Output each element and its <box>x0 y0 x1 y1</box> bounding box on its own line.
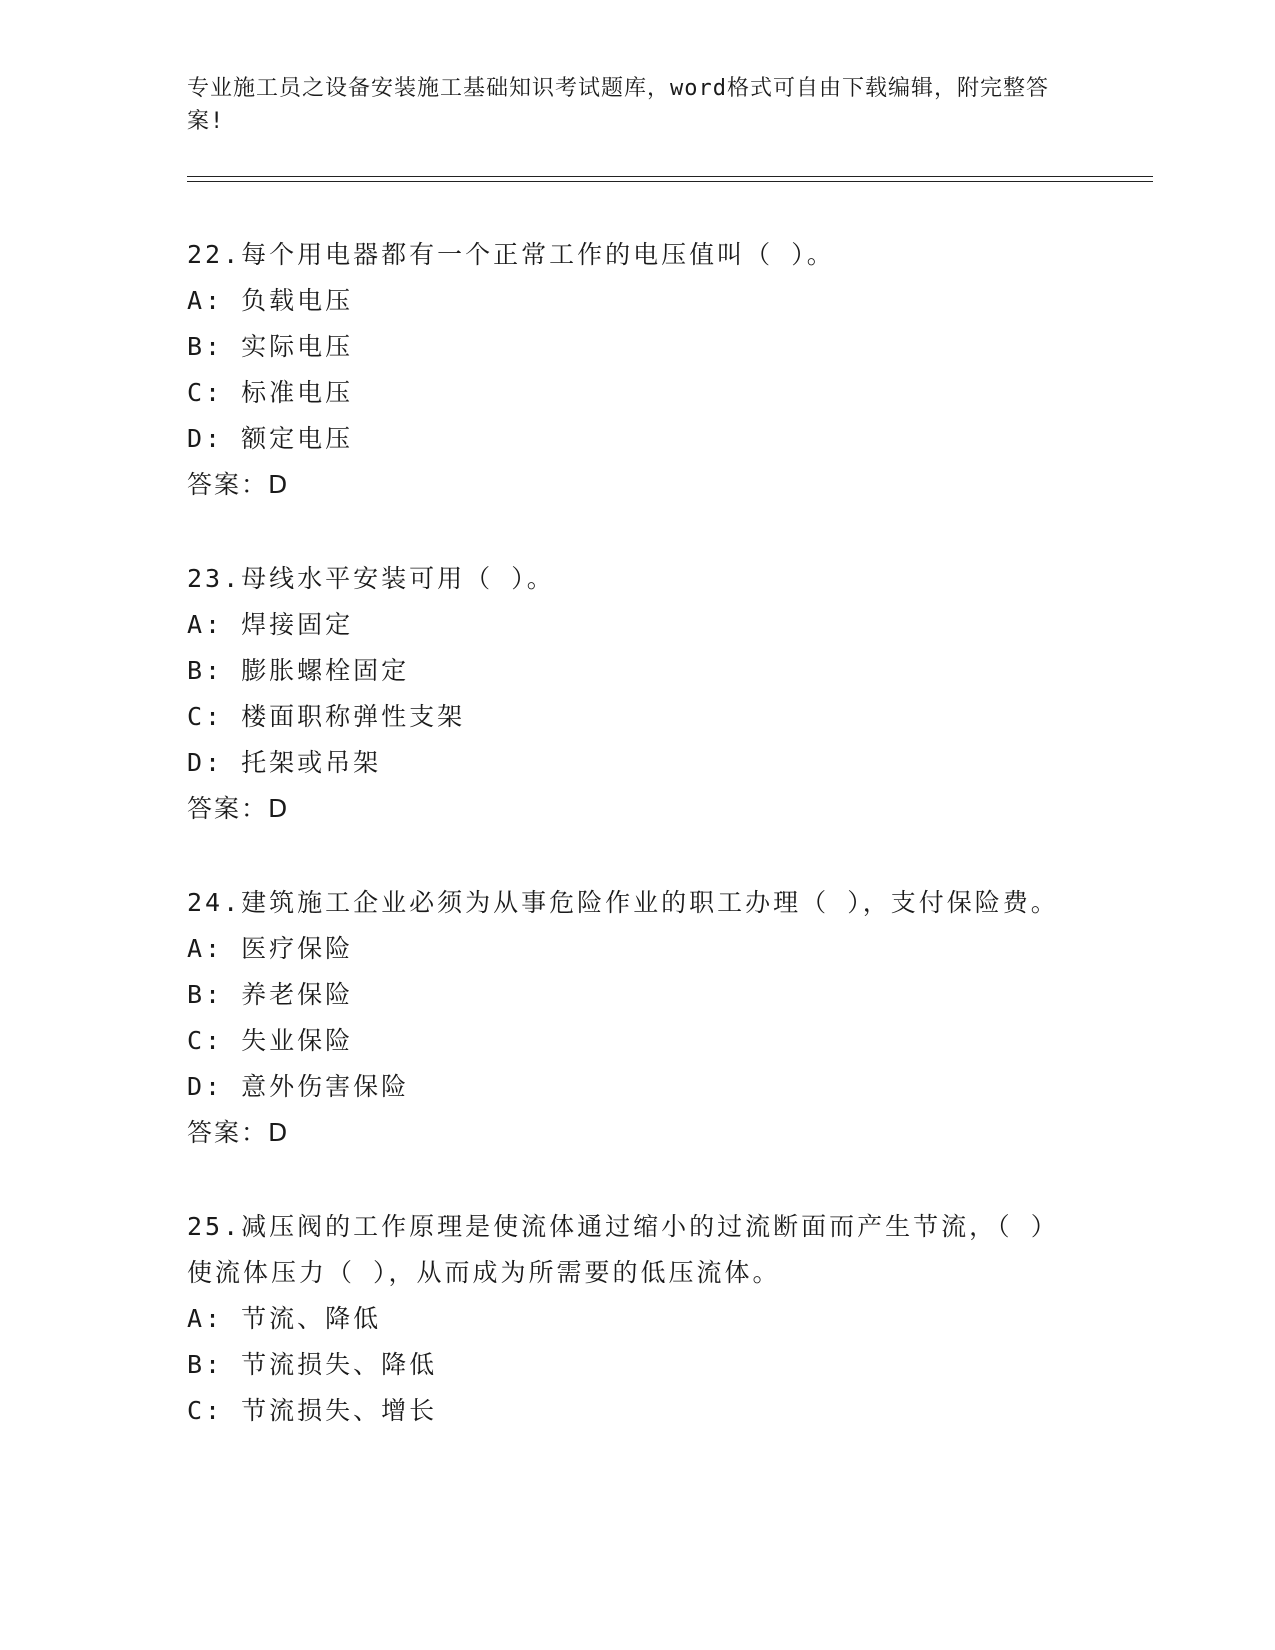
answer: 答案：D <box>187 1118 290 1147</box>
question-23 <box>187 556 1067 832</box>
answer: 答案：D <box>187 470 290 499</box>
option-c: C: 楼面职称弹性支架 <box>187 702 466 731</box>
question-22 <box>187 232 1067 508</box>
option-c: C: 节流损失、增长 <box>187 1396 438 1425</box>
option-a: A: 负载电压 <box>187 286 354 315</box>
header-divider-bottom <box>187 181 1153 182</box>
option-b: B: 膨胀螺栓固定 <box>187 656 410 685</box>
document-header: 专业施工员之设备安装施工基础知识考试题库，word格式可自由下载编辑，附完整答案! <box>187 76 1049 134</box>
question-stem: 23.母线水平安装可用（ ）。 <box>187 564 555 593</box>
option-d: D: 托架或吊架 <box>187 748 382 777</box>
option-a: A: 焊接固定 <box>187 610 354 639</box>
option-a: A: 节流、降低 <box>187 1304 382 1333</box>
header-divider-top <box>187 176 1153 177</box>
question-stem: 22.每个用电器都有一个正常工作的电压值叫（ ）。 <box>187 240 835 269</box>
option-d: D: 额定电压 <box>187 424 354 453</box>
option-b: B: 养老保险 <box>187 980 354 1009</box>
option-c: C: 标准电压 <box>187 378 354 407</box>
option-b: B: 实际电压 <box>187 332 354 361</box>
option-c: C: 失业保险 <box>187 1026 354 1055</box>
question-stem: 24.建筑施工企业必须为从事危险作业的职工办理（ ），支付保险费。 <box>187 888 1059 917</box>
question-24 <box>187 880 1067 1156</box>
question-25 <box>187 1204 1067 1434</box>
answer: 答案：D <box>187 794 290 823</box>
option-d: D: 意外伤害保险 <box>187 1072 410 1101</box>
question-stem: 25.减压阀的工作原理是使流体通过缩小的过流断面而产生节流，（ ）使流体压力（ ），从而成为所需要的低压流体。 <box>187 1212 1059 1287</box>
question-list <box>187 232 1067 1482</box>
option-a: A: 医疗保险 <box>187 934 354 963</box>
option-b: B: 节流损失、降低 <box>187 1350 438 1379</box>
